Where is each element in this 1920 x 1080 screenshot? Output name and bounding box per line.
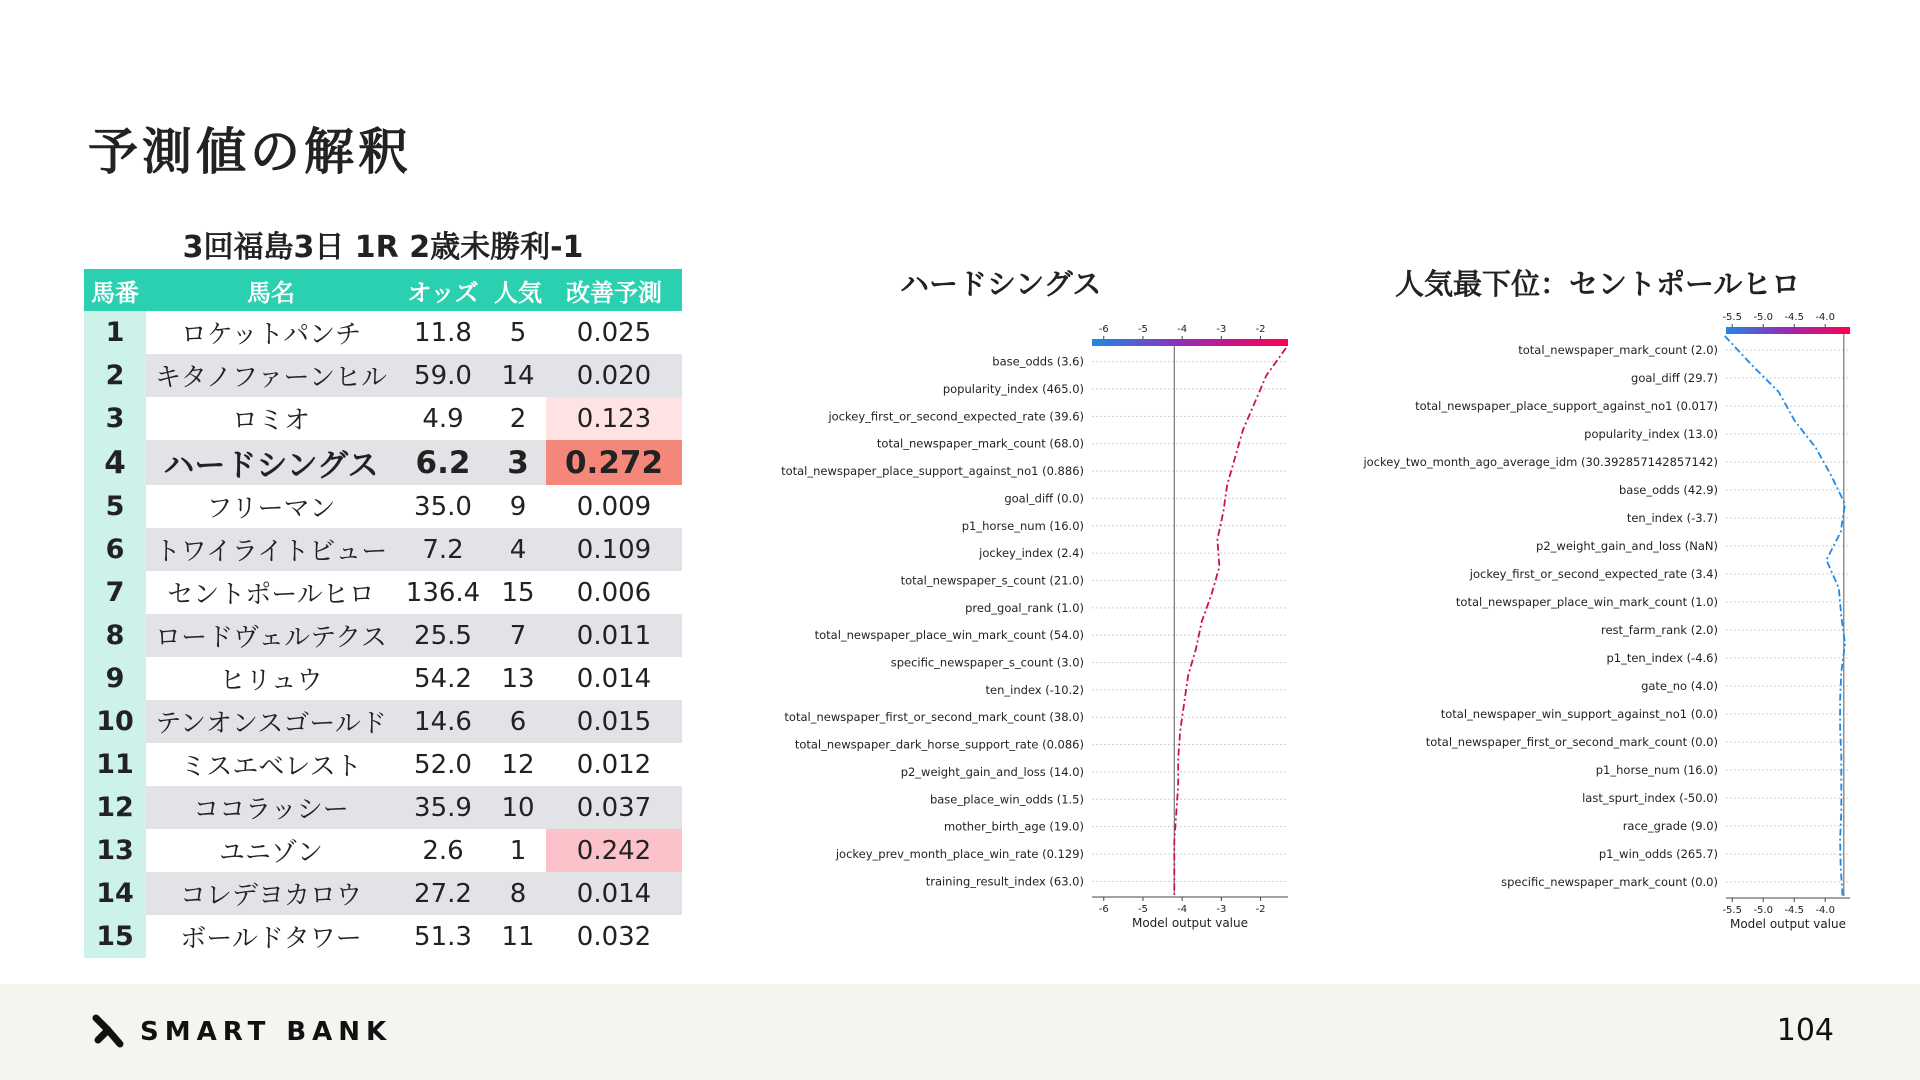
feature-label: p1_horse_num (16.0) bbox=[1595, 763, 1718, 777]
odds: 59.0 bbox=[396, 354, 490, 397]
header-horse-name: 馬名 bbox=[146, 269, 396, 311]
plot2-title: 人気最下位：セントポールヒロ bbox=[1395, 267, 1801, 301]
horse-number: 12 bbox=[84, 786, 146, 829]
table-row bbox=[84, 528, 682, 571]
feature-label: total_newspaper_place_win_mark_count (1.0) bbox=[1455, 595, 1718, 609]
top-axis-tick-label: -5.0 bbox=[1753, 312, 1773, 323]
feature-label: goal_diff (29.7) bbox=[1631, 371, 1718, 385]
horse-name: ヒリュウ bbox=[219, 666, 323, 696]
popularity: 5 bbox=[509, 317, 527, 348]
prediction: 0.272 bbox=[546, 440, 682, 485]
horse-name: ボールドタワー bbox=[180, 924, 362, 954]
table-row bbox=[84, 915, 682, 958]
prediction: 0.009 bbox=[576, 491, 652, 522]
odds: 35.9 bbox=[396, 786, 490, 829]
popularity: 8 bbox=[490, 872, 546, 915]
odds: 11.8 bbox=[414, 317, 472, 348]
horse-number: 14 bbox=[84, 872, 146, 915]
odds: 2.6 bbox=[422, 835, 464, 866]
header-number: 馬番 bbox=[84, 269, 146, 311]
horse-name: ハードシングス bbox=[146, 440, 396, 485]
horse-name: ロードヴェルテクス bbox=[146, 614, 396, 657]
horse-name: ミスエベレスト bbox=[180, 752, 362, 782]
header-prediction: 改善予測 bbox=[546, 269, 682, 311]
header-odds: オッズ bbox=[396, 269, 490, 311]
horse-number: 11 bbox=[84, 743, 146, 786]
brand-name: SMART BANK bbox=[140, 1017, 393, 1047]
table-row bbox=[84, 354, 682, 397]
odds: 14.6 bbox=[396, 700, 490, 743]
feature-label: total_newspaper_win_support_against_no1 (0.0) bbox=[1440, 707, 1718, 721]
top-axis-tick-label: -4 bbox=[1177, 324, 1188, 335]
bottom-axis-tick-label: -4.5 bbox=[1784, 905, 1804, 916]
bottom-axis-tick-label: -4 bbox=[1177, 904, 1188, 915]
bottom-axis-tick-label: -3 bbox=[1216, 904, 1227, 915]
bottom-axis-tick-label: -5.0 bbox=[1753, 905, 1773, 916]
top-axis-tick-label: -5.5 bbox=[1722, 312, 1742, 323]
table-row bbox=[84, 440, 682, 485]
popularity: 7 bbox=[490, 614, 546, 657]
feature-label: jockey_first_or_second_expected_rate (3.4) bbox=[1469, 567, 1718, 581]
horse-name: ココラッシー bbox=[146, 786, 396, 829]
bottom-axis-tick-label: -5.5 bbox=[1722, 905, 1742, 916]
feature-label: gate_no (4.0) bbox=[1641, 679, 1718, 693]
feature-label: jockey_prev_month_place_win_rate (0.129) bbox=[835, 846, 1084, 861]
smartbank-logo-icon bbox=[92, 1012, 126, 1052]
prediction: 0.012 bbox=[576, 749, 652, 780]
table-row bbox=[84, 657, 682, 700]
odds: 52.0 bbox=[414, 749, 472, 780]
horse-number: 9 bbox=[84, 657, 146, 700]
table-row bbox=[84, 614, 682, 657]
feature-label: total_newspaper_place_win_mark_count (54.0) bbox=[814, 628, 1084, 643]
feature-label: jockey_index (2.4) bbox=[979, 546, 1084, 561]
popularity: 3 bbox=[490, 440, 546, 485]
feature-label: ten_index (-10.2) bbox=[985, 682, 1084, 697]
x-axis-label: Model output value bbox=[1131, 916, 1249, 930]
table-row bbox=[84, 311, 682, 354]
horse-number: 3 bbox=[84, 397, 146, 440]
horse-number: 7 bbox=[84, 571, 146, 614]
colorbar bbox=[1726, 327, 1850, 334]
prediction: 0.014 bbox=[576, 663, 652, 694]
odds: 7.2 bbox=[396, 528, 490, 571]
bottom-axis-tick-label: -2 bbox=[1255, 904, 1266, 915]
feature-label: pred_goal_rank (1.0) bbox=[965, 600, 1084, 615]
horse-number: 10 bbox=[84, 700, 146, 743]
odds: 35.0 bbox=[414, 491, 472, 522]
table-row bbox=[84, 571, 682, 614]
feature-label: base_odds (42.9) bbox=[1618, 483, 1718, 497]
feature-label: total_newspaper_mark_count (2.0) bbox=[1518, 343, 1718, 357]
popularity: 9 bbox=[509, 491, 527, 522]
top-axis-tick-label: -4.5 bbox=[1784, 312, 1804, 323]
horse-number: 2 bbox=[84, 354, 146, 397]
horse-name: テンオンスゴールド bbox=[146, 700, 396, 743]
popularity: 6 bbox=[490, 700, 546, 743]
horse-number: 8 bbox=[84, 614, 146, 657]
feature-label: rest_farm_rank (2.0) bbox=[1600, 623, 1718, 637]
horse-number: 6 bbox=[84, 528, 146, 571]
feature-label: jockey_first_or_second_expected_rate (39.6) bbox=[828, 409, 1084, 424]
horse-name: ロケットパンチ bbox=[180, 320, 362, 350]
decision-path-line bbox=[1725, 336, 1845, 896]
table-row bbox=[84, 786, 682, 829]
prediction: 0.006 bbox=[576, 577, 652, 608]
bottom-axis-tick-label: -4.0 bbox=[1815, 905, 1835, 916]
feature-label: total_newspaper_mark_count (68.0) bbox=[876, 436, 1084, 451]
header-popularity: 人気 bbox=[490, 269, 546, 311]
feature-label: popularity_index (465.0) bbox=[942, 382, 1084, 397]
popularity: 10 bbox=[490, 786, 546, 829]
horse-number: 1 bbox=[84, 311, 146, 354]
table-row bbox=[84, 872, 682, 915]
horse-name: ロミオ bbox=[231, 406, 310, 436]
feature-label: training_result_index (63.0) bbox=[925, 874, 1084, 889]
table-row bbox=[84, 485, 682, 528]
feature-label: total_newspaper_place_support_against_no1 (0.886) bbox=[781, 464, 1084, 479]
feature-label: specific_newspaper_mark_count (0.0) bbox=[1501, 875, 1718, 889]
prediction: 0.025 bbox=[576, 317, 652, 348]
popularity: 13 bbox=[501, 663, 535, 694]
popularity: 12 bbox=[501, 749, 535, 780]
horse-name: ユニゾン bbox=[218, 838, 323, 868]
feature-label: total_newspaper_dark_horse_support_rate (0.086) bbox=[794, 737, 1084, 752]
popularity: 11 bbox=[501, 921, 535, 952]
top-axis-tick-label: -5 bbox=[1137, 324, 1148, 335]
page-number: 104 bbox=[1776, 1013, 1834, 1048]
shap-decision-plot-saintpaulhiro bbox=[1320, 300, 1880, 950]
feature-label: goal_diff (0.0) bbox=[1004, 491, 1084, 506]
table-row bbox=[84, 829, 682, 872]
feature-label: base_place_win_odds (1.5) bbox=[929, 792, 1084, 807]
horse-number: 15 bbox=[84, 915, 146, 958]
odds: 51.3 bbox=[414, 921, 472, 952]
feature-label: total_newspaper_first_or_second_mark_count (0.0) bbox=[1425, 735, 1718, 749]
odds: 27.2 bbox=[396, 872, 490, 915]
table-row bbox=[84, 743, 682, 786]
prediction: 0.020 bbox=[546, 354, 682, 397]
feature-label: p1_win_odds (265.7) bbox=[1598, 847, 1718, 861]
feature-label: base_odds (3.6) bbox=[992, 354, 1084, 369]
feature-label: p2_weight_gain_and_loss (NaN) bbox=[1536, 539, 1718, 553]
odds: 25.5 bbox=[396, 614, 490, 657]
feature-label: ten_index (-3.7) bbox=[1626, 511, 1718, 525]
race-table-header bbox=[84, 269, 682, 311]
race-table bbox=[84, 269, 682, 958]
bottom-axis-tick-label: -5 bbox=[1137, 904, 1148, 915]
prediction: 0.011 bbox=[546, 614, 682, 657]
decision-path-line bbox=[1174, 348, 1286, 895]
popularity: 14 bbox=[490, 354, 546, 397]
shap-decision-plot-hardthings bbox=[740, 310, 1300, 950]
horse-name: コレデヨカロウ bbox=[146, 872, 396, 915]
plot1-title: ハードシングス bbox=[900, 267, 1102, 301]
brand-logo bbox=[92, 1012, 392, 1052]
feature-label: p1_horse_num (16.0) bbox=[961, 518, 1084, 533]
odds: 54.2 bbox=[414, 663, 472, 694]
popularity: 4 bbox=[490, 528, 546, 571]
prediction: 0.037 bbox=[546, 786, 682, 829]
popularity: 2 bbox=[509, 403, 527, 434]
feature-label: p2_weight_gain_and_loss (14.0) bbox=[900, 764, 1084, 779]
horse-name: セントポールヒロ bbox=[167, 580, 375, 610]
top-axis-tick-label: -3 bbox=[1216, 324, 1227, 335]
top-axis-tick-label: -2 bbox=[1255, 324, 1266, 335]
table-row bbox=[84, 700, 682, 743]
horse-name: キタノファーンヒル bbox=[146, 354, 396, 397]
horse-number: 4 bbox=[84, 440, 146, 485]
bottom-axis-tick-label: -6 bbox=[1098, 904, 1109, 915]
odds: 4.9 bbox=[422, 403, 464, 434]
prediction: 0.014 bbox=[546, 872, 682, 915]
horse-number: 5 bbox=[84, 485, 146, 528]
feature-label: mother_birth_age (19.0) bbox=[943, 819, 1084, 834]
colorbar bbox=[1092, 339, 1288, 346]
feature-label: race_grade (9.0) bbox=[1622, 819, 1718, 833]
feature-label: p1_ten_index (-4.6) bbox=[1606, 651, 1718, 665]
horse-number: 13 bbox=[84, 829, 146, 872]
feature-label: specific_newspaper_s_count (3.0) bbox=[890, 655, 1084, 670]
feature-label: popularity_index (13.0) bbox=[1584, 427, 1718, 441]
top-axis-tick-label: -6 bbox=[1098, 324, 1109, 335]
feature-label: total_newspaper_place_support_against_no1 (0.017) bbox=[1415, 399, 1718, 413]
feature-label: total_newspaper_s_count (21.0) bbox=[900, 573, 1084, 588]
odds: 6.2 bbox=[396, 440, 490, 485]
top-axis-tick-label: -4.0 bbox=[1815, 312, 1835, 323]
x-axis-label: Model output value bbox=[1729, 917, 1847, 931]
prediction: 0.123 bbox=[546, 397, 682, 440]
popularity: 15 bbox=[501, 577, 535, 608]
feature-label: jockey_two_month_ago_average_idm (30.392857142857142) bbox=[1363, 455, 1718, 469]
feature-label: last_spurt_index (-50.0) bbox=[1582, 791, 1718, 805]
prediction: 0.032 bbox=[576, 921, 652, 952]
prediction: 0.109 bbox=[546, 528, 682, 571]
race-table-title: 3回福島3日 1R 2歳未勝利-1 bbox=[182, 230, 584, 265]
feature-label: total_newspaper_first_or_second_mark_count (38.0) bbox=[784, 710, 1084, 725]
table-row bbox=[84, 397, 682, 440]
prediction: 0.242 bbox=[546, 829, 682, 872]
prediction: 0.015 bbox=[546, 700, 682, 743]
odds: 136.4 bbox=[405, 577, 481, 608]
slide-title: 予測値の解釈 bbox=[88, 123, 412, 181]
horse-name: フリーマン bbox=[206, 494, 336, 524]
popularity: 1 bbox=[509, 835, 527, 866]
horse-name: トワイライトビュー bbox=[146, 528, 396, 571]
